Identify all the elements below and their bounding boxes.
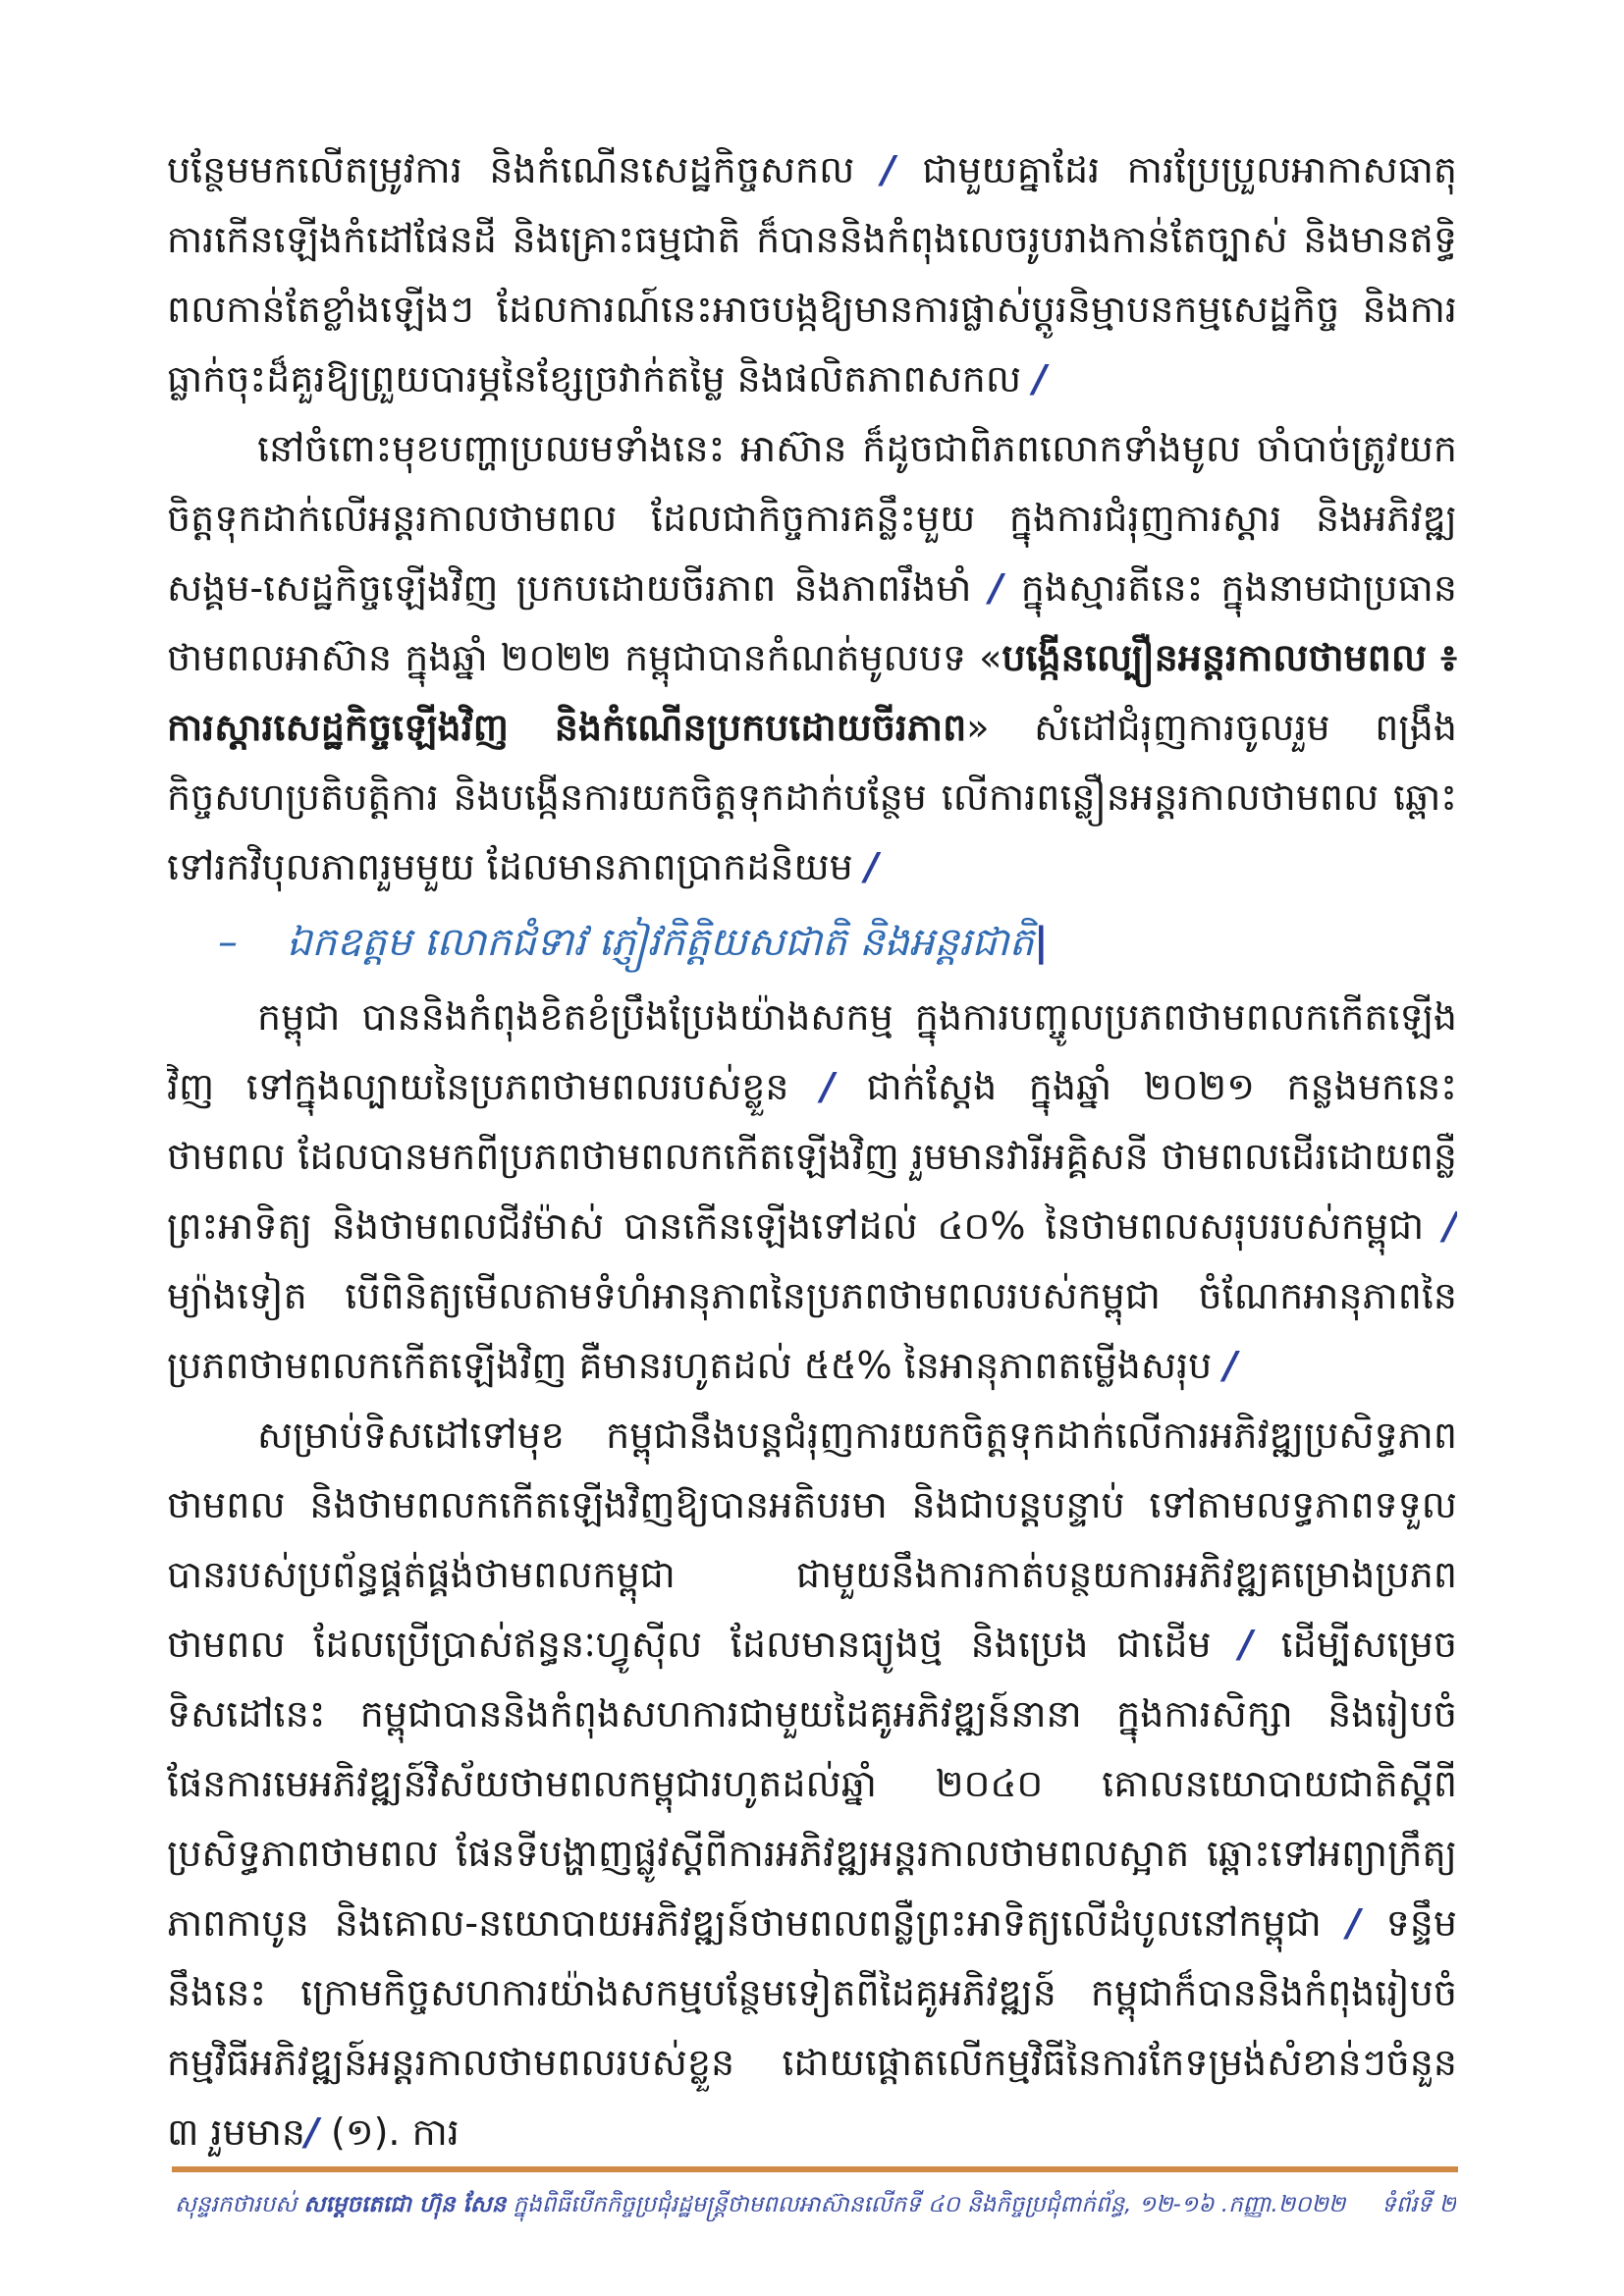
page-footer: [175, 2183, 1456, 2226]
page-number: ទំព័រទី ២: [1381, 2192, 1456, 2217]
paragraph-group: [167, 983, 1457, 2158]
footer-event: ក្នុងពិធីបើកកិច្ចប្រជុំរដ្ឋមន្ត្រីថាមពលអាស៊ានលើកទី ៤០ និងកិច្ចប្រជុំពាក់ព័ន្ធ, ១២-១៦ .កញ្ញា.២០២២: [506, 2192, 1346, 2217]
paragraph-text: ទន្ទឹមនឹងនេះ ក្រោមកិច្ចសហការយ៉ាងសកម្មបន្ថែមទៀតពីដៃគូអភិវឌ្ឍន៍ កម្ពុជាក៏បាននិងកំពុងរៀបចំកម្មវិធីអភិវឌ្ឍន៍អន្តរកាលថាមពលរបស់ខ្លួន ដោយផ្តោតលើកម្មវិធីនៃការកែទម្រង់សំខាន់ៗចំនួន ៣ រួមមាន: [167, 1901, 1457, 2154]
sentence-slash-mark: /: [864, 845, 879, 888]
sentence-slash-mark: /: [989, 566, 1003, 610]
paragraph-text: កម្ពុជា បាននិងកំពុងខិតខំប្រឹងប្រែងយ៉ាងសកម្ម ក្នុងការបញ្ចូលប្រភពថាមពលកកើតឡើងវិញ ទៅក្នុងល្បាយនៃប្រភពថាមពលរបស់ខ្លួន: [167, 995, 1457, 1108]
footer-rule: [172, 2166, 1458, 2172]
sentence-slash-mark: /: [305, 2110, 319, 2154]
paragraph-text: នៅចំពោះមុខបញ្ហាប្រឈមទាំងនេះ អាស៊ាន ក៏ដូចជាពិភពលោកទាំងមូល ចាំបាច់ត្រូវយកចិត្តទុកដាក់លើអន្តរកាលថាមពល ដែលជាកិច្ចការគន្លឹះមួយ ក្នុងការជំរុញការស្តារ និងអភិវឌ្ឍសង្គម-សេដ្ឋកិច្ចឡើងវិញ ប្រកបដោយចីរភាព និងភាពរឹងមាំ: [167, 427, 1457, 610]
theme-title: បង្កើនល្បឿនអន្តរកាលថាមពល ៖ ការស្តារសេដ្ឋកិច្ចឡើងវិញ និងកំណើនប្រកបដោយចីរភាព: [167, 636, 1457, 749]
paragraph-text: បន្ថែមមកលើតម្រូវការ និងកំណើនសេដ្ឋកិច្ចសកល: [167, 148, 882, 191]
paragraph-text: ក្នុងស្មារតីនេះ ក្នុងនាមជាប្រធានថាមពលអាស៊ាន ក្នុងឆ្នាំ ២០២២ កម្ពុជាបានកំណត់មូលបទ «: [167, 566, 1457, 679]
paragraph-text: សម្រាប់ទិសដៅទៅមុខ កម្ពុជានឹងបន្តជំរុញការយកចិត្តទុកដាក់លើការអភិវឌ្ឍប្រសិទ្ធភាពថាមពល និងថាមពលកកើតឡើងវិញឱ្យបានអតិបរមា និងជាបន្តបន្ទាប់ ទៅតាមលទ្ធភាពទទួលបានរបស់ប្រព័ន្ធផ្គត់ផ្គង់ថាមពលកម្ពុជា ជាមួយនឹងការកាត់បន្ថយការអភិវឌ្ឍគម្រោងប្រភពថាមពល ដែលប្រើប្រាស់ឥន្ធនៈហ្វូស៊ីល ដែលមានធ្យូងថ្ម និងប្រេង ជាដើម: [167, 1414, 1457, 1666]
paragraph-text: » សំដៅជំរុញការចូលរួម ពង្រឹងកិច្ចសហប្រតិបត្តិការ និងបង្កើនការយកចិត្តទុកដាក់បន្ថែម លើការពន្លឿនអន្តរកាលថាមពល ឆ្ពោះទៅរកវិបុលភាពរួមមួយ ដែលមានភាពប្រាកដនិយម: [167, 706, 1457, 888]
sentence-slash-mark: /: [1346, 1901, 1361, 1945]
sentence-slash-mark: /: [1223, 1344, 1238, 1387]
paragraph: [167, 414, 1457, 902]
heading-bar: |: [1034, 920, 1049, 965]
paragraph: [167, 135, 1457, 414]
paragraph: [167, 983, 1457, 1401]
footer-source: [175, 2183, 1345, 2226]
paragraph-text: ជាមួយគ្នាដែរ ការប្រែប្រួលអាកាសធាតុ ការកើនឡើងកំដៅផែនដី និងគ្រោះធម្មជាតិ ក៏បាននិងកំពុងលេចរូបរាងកាន់តែច្បាស់ និងមានឥទ្ធិពលកាន់តែខ្លាំងឡើងៗ ដែលការណ៍នេះអាចបង្កឱ្យមានការផ្លាស់ប្តូរនិម្មាបនកម្មសេដ្ឋកិច្ច និងការធ្លាក់ចុះដ៏គួរឱ្យព្រួយបារម្ភនៃខ្សែច្រវាក់តម្លៃ និងផលិតភាពសកល: [167, 148, 1457, 400]
footer-speaker: សម្តេចតេជោ ហ៊ុន សែន: [303, 2192, 507, 2217]
page-body: [167, 135, 1457, 2158]
paragraph-text: ដើម្បីសម្រេចទិសដៅនេះ កម្ពុជាបាននិងកំពុងសហការជាមួយដៃគូអភិវឌ្ឍន៍នានា ក្នុងការសិក្សា និងរៀបចំផែនការមេអភិវឌ្ឍន៍វិស័យថាមពលកម្ពុជារហូតដល់ឆ្នាំ ២០៤០ គោលនយោបាយជាតិស្តីពីប្រសិទ្ធភាពថាមពល ផែនទីបង្ហាញផ្លូវស្តីពីការអភិវឌ្ឍអន្តរកាលថាមពលស្អាត ឆ្ពោះទៅអព្យាក្រឹត្យភាពកាបូន និងគោល-នយោបាយអភិវឌ្ឍន៍ថាមពលពន្លឺព្រះអាទិត្យលើដំបូលនៅកម្ពុជា: [167, 1623, 1457, 1945]
section-heading: [167, 902, 1457, 983]
sentence-slash-mark: /: [1033, 357, 1048, 400]
footer-prefix: សុន្ទរកថារបស់: [175, 2192, 304, 2217]
sentence-slash-mark: /: [821, 1065, 835, 1108]
paragraph-text: ជាក់ស្តែង ក្នុងឆ្នាំ ២០២១ កន្លងមកនេះ ថាមពល ដែលបានមកពីប្រភពថាមពលកកើតឡើងវិញ រួមមានវារីអគ្គិសនី ថាមពលដើរដោយពន្លឺព្រះអាទិត្យ និងថាមពលជីវម៉ាស់ បានកើនឡើងទៅដល់ ៤០% នៃថាមពលសរុបរបស់កម្ពុជា: [167, 1065, 1457, 1248]
sentence-slash-mark: /: [1239, 1623, 1254, 1666]
sentence-slash-mark: /: [881, 148, 895, 191]
paragraph-text: (១). ការ: [318, 2110, 460, 2154]
paragraph-text: ម្យ៉ាងទៀត បើពិនិត្យមើលតាមទំហំអានុភាពនៃប្រភពថាមពលរបស់កម្ពុជា ចំណែកអានុភាពនៃប្រភពថាមពលកកើតឡើងវិញ គឺមានរហូតដល់ ៥៥% នៃអានុភាពតម្លើងសរុប: [167, 1274, 1457, 1387]
sentence-slash-mark: /: [1443, 1204, 1457, 1248]
heading-dash: –: [218, 920, 238, 965]
paragraph: [167, 1401, 1457, 2158]
heading-text: ឯកឧត្តម លោកជំទាវ ភ្ញៀវកិត្តិយសជាតិ និងអន្តរជាតិ: [287, 920, 1034, 965]
paragraph-group: [167, 135, 1457, 902]
